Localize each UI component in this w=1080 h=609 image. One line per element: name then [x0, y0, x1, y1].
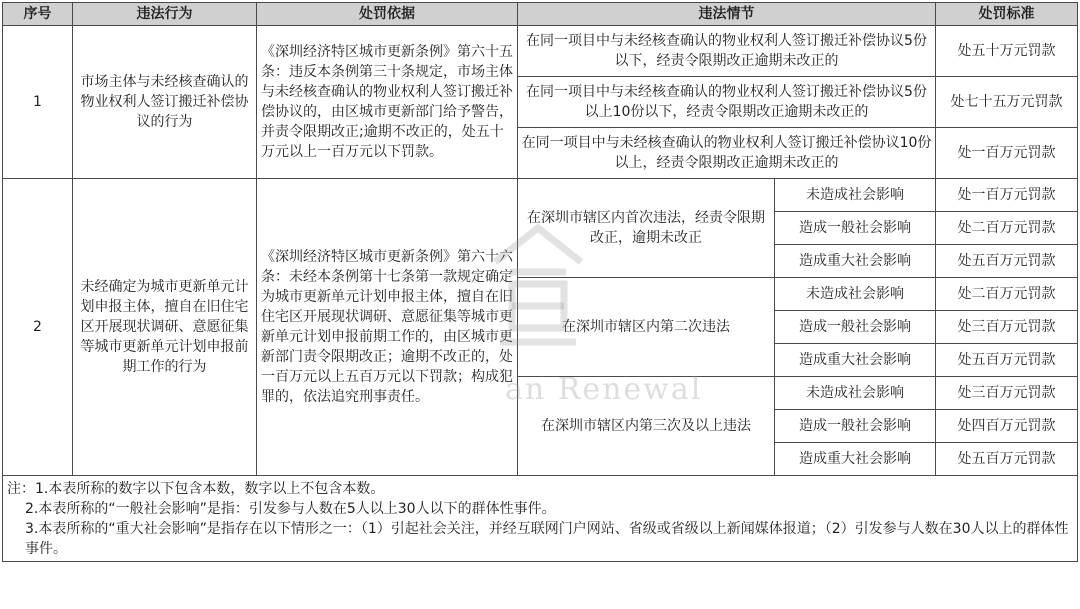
circumstance-cell: 在同一项目中与未经核查确认的物业权利人签订搬迁补偿协议10份以上，经责令限期改正逾期未改正的 — [518, 128, 936, 179]
impact-cell: 未造成社会影响 — [775, 278, 936, 311]
standard-cell: 处五十万元罚款 — [936, 26, 1078, 77]
act-cell: 市场主体与未经核查确认的物业权利人签订搬迁补偿协议的行为 — [73, 26, 257, 179]
standard-cell: 处二百万元罚款 — [936, 278, 1078, 311]
circumstance-cell: 在深圳市辖区内首次违法，经责令限期改正，逾期未改正 — [518, 179, 775, 278]
standard-cell: 处五百万元罚款 — [936, 344, 1078, 377]
header-basis: 处罚依据 — [257, 3, 518, 26]
impact-cell: 未造成社会影响 — [775, 377, 936, 410]
impact-cell: 造成一般社会影响 — [775, 212, 936, 245]
watermark-text: an Renewal — [505, 372, 703, 407]
standard-cell: 处三百万元罚款 — [936, 377, 1078, 410]
note-line: 注：1.本表所称的数字以下包含本数，数字以上不包含本数。 — [7, 481, 385, 497]
circumstance-cell: 在同一项目中与未经核查确认的物业权利人签订搬迁补偿协议5份以下，经责令限期改正逾期未改正的 — [518, 26, 936, 77]
standard-cell: 处一百万元罚款 — [936, 179, 1078, 212]
impact-cell: 造成重大社会影响 — [775, 344, 936, 377]
circumstance-cell: 在深圳市辖区内第三次及以上违法 — [518, 377, 775, 476]
table-row — [3, 26, 1078, 77]
header-act: 违法行为 — [73, 3, 257, 26]
impact-cell: 造成一般社会影响 — [775, 410, 936, 443]
standard-cell: 处二百万元罚款 — [936, 212, 1078, 245]
header-seq: 序号 — [3, 3, 73, 26]
circumstance-cell: 在深圳市辖区内第二次违法 — [518, 278, 775, 377]
basis-cell: 《深圳经济特区城市更新条例》第六十六条：未经本条例第十七条第一款规定确定为城市更新单元计划申报主体，擅自在旧住宅区开展现状调研、意愿征集等城市更新单元计划申报前期工作的，由区城市更新部门责令限期改正；逾期不改正的，处一百万元以上五百万元以下罚款；构成犯罪的，依法追究刑事责任。 — [257, 179, 518, 476]
standard-cell: 处五百万元罚款 — [936, 245, 1078, 278]
header-circumstance: 违法情节 — [518, 3, 936, 26]
circumstance-cell: 在同一项目中与未经核查确认的物业权利人签订搬迁补偿协议5份以上10份以下，经责令限期改正逾期未改正的 — [518, 77, 936, 128]
note-line: 3.本表所称的“重大社会影响”是指存在以下情形之一：（1）引起社会关注，并经互联网门户网站、省级或省级以上新闻媒体报道；（2）引发参与人数在30人以上的群体性事件。 — [25, 521, 1069, 557]
penalty-table — [2, 2, 1078, 562]
note-line: 2.本表所称的“一般社会影响”是指：引发参与人数在5人以上30人以下的群体性事件。 — [25, 501, 556, 517]
impact-cell: 造成一般社会影响 — [775, 311, 936, 344]
standard-cell: 处一百万元罚款 — [936, 128, 1078, 179]
table-body — [3, 26, 1078, 562]
seq-cell: 2 — [3, 179, 73, 476]
notes-row — [3, 476, 1078, 562]
header-standard: 处罚标准 — [936, 3, 1078, 26]
act-cell: 未经确定为城市更新单元计划申报主体，擅自在旧住宅区开展现状调研、意愿征集等城市更新单元计划申报前期工作的行为 — [73, 179, 257, 476]
impact-cell: 未造成社会影响 — [775, 179, 936, 212]
table-row — [3, 179, 1078, 212]
standard-cell: 处三百万元罚款 — [936, 311, 1078, 344]
seq-cell: 1 — [3, 26, 73, 179]
standard-cell: 处七十五万元罚款 — [936, 77, 1078, 128]
standard-cell: 处四百万元罚款 — [936, 410, 1078, 443]
basis-cell: 《深圳经济特区城市更新条例》第六十五条：违反本条例第三十条规定，市场主体与未经核查确认的物业权利人签订搬迁补偿协议的，由区城市更新部门给予警告，并责令限期改正;逾期不改正的，处五十万元以上一百万元以下罚款。 — [257, 26, 518, 179]
notes-cell — [3, 476, 1078, 562]
table-header — [3, 3, 1078, 26]
standard-cell: 处五百万元罚款 — [936, 443, 1078, 476]
impact-cell: 造成重大社会影响 — [775, 443, 936, 476]
impact-cell: 造成重大社会影响 — [775, 245, 936, 278]
